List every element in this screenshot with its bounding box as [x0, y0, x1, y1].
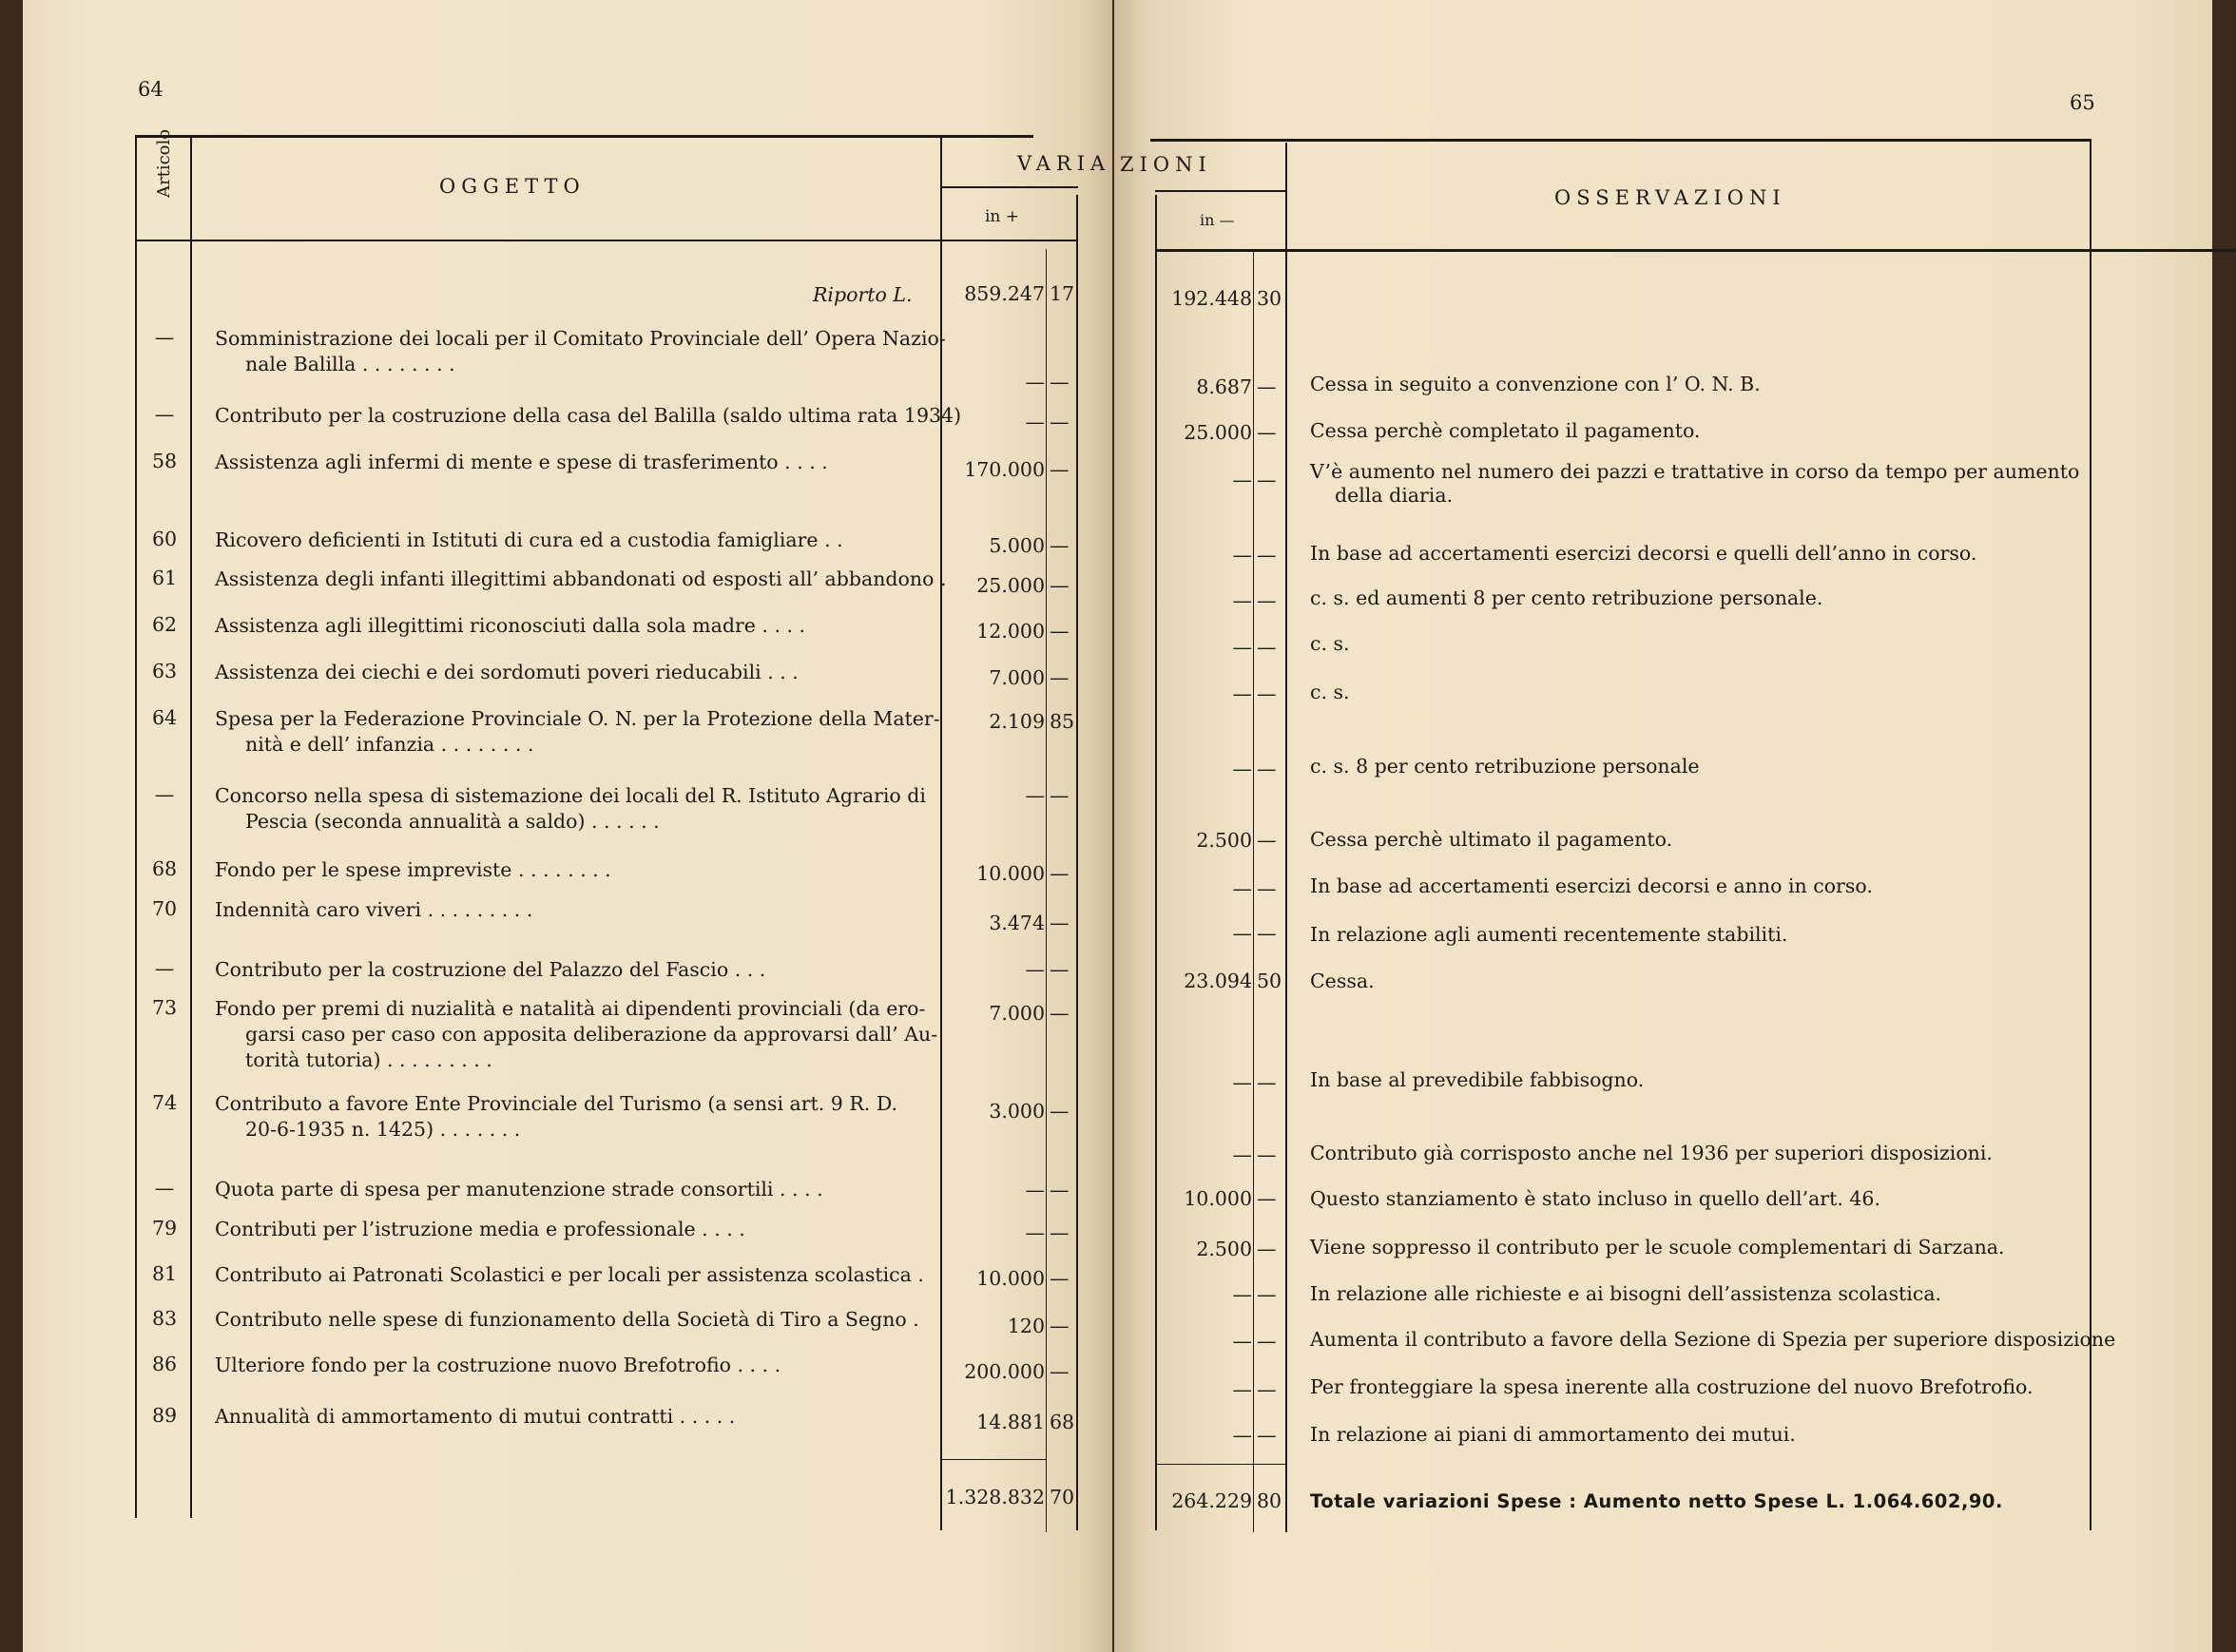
row-minus-amount: 25.000	[1184, 421, 1252, 444]
row-plus-amount: —	[1025, 411, 1045, 433]
vline-left-edge	[135, 135, 137, 1518]
row-plus-amount: 120	[1007, 1315, 1045, 1337]
row-plus-cents: —	[1050, 958, 1070, 981]
row-article: —	[154, 1177, 175, 1200]
row-plus-amount: 3.474	[989, 912, 1045, 934]
riporto-plus: 859.247	[964, 282, 1045, 305]
vline-minus-start	[1155, 195, 1157, 1530]
row-object-line: Concorso nella spesa di sistemazione dei locali del R. Istituto Agrario di	[215, 784, 926, 807]
row-plus-cents: —	[1050, 534, 1070, 557]
row-observation: V’è aumento nel numero dei pazzi e trattative in corso da tempo per aumento	[1310, 460, 2080, 483]
row-object-line: Assistenza degli infanti illegittimi abbandonati od esposti all’ abbandono .	[215, 567, 947, 590]
row-object-line: Somministrazione dei locali per il Comitato Provinciale dell’ Opera Nazio-	[215, 327, 946, 350]
vline-plus-cent	[1046, 249, 1047, 1532]
row-plus-amount: 170.000	[964, 458, 1045, 481]
row-article: 58	[151, 450, 178, 472]
vline-osservazioni	[1285, 143, 1287, 1532]
row-plus-amount: —	[1025, 784, 1045, 807]
row-minus-cents: —	[1257, 375, 1277, 398]
row-minus-amount: —	[1232, 544, 1252, 567]
row-minus-cents: —	[1257, 636, 1277, 659]
rule-sum-plus	[940, 1459, 1047, 1460]
rule-header-bottom-right	[1155, 249, 2236, 252]
row-minus-amount: —	[1232, 1143, 1252, 1166]
row-plus-amount: 12.000	[976, 620, 1045, 643]
row-plus-amount: 7.000	[989, 1002, 1045, 1025]
row-article: 64	[151, 706, 178, 729]
row-article: 74	[151, 1091, 178, 1114]
row-minus-cents: —	[1257, 682, 1277, 705]
row-observation: c. s. 8 per cento retribuzione personale	[1310, 755, 1700, 778]
row-minus-amount: —	[1232, 758, 1252, 780]
row-minus-cents: —	[1257, 758, 1277, 780]
row-minus-cents: —	[1257, 1283, 1277, 1306]
row-observation: Contributo già corrisposto anche nel 1936 per superiori disposizioni.	[1310, 1142, 1993, 1164]
row-minus-amount: —	[1232, 469, 1252, 491]
row-plus-cents: —	[1050, 1100, 1070, 1123]
row-plus-cents: —	[1050, 574, 1070, 597]
row-plus-amount: 200.000	[964, 1360, 1045, 1383]
row-object-line: Contributo per la costruzione del Palazzo del Fascio . . .	[215, 958, 766, 981]
row-minus-cents: —	[1257, 1187, 1277, 1210]
row-object-line: Spesa per la Federazione Provinciale O. N. per la Protezione della Mater-	[215, 707, 940, 730]
row-minus-amount: —	[1232, 1283, 1252, 1306]
row-minus-amount: —	[1232, 1071, 1252, 1094]
row-object-line: nale Balilla . . . . . . . .	[245, 353, 455, 375]
row-plus-cents: —	[1050, 1267, 1070, 1290]
row-plus-amount: 7.000	[989, 666, 1045, 689]
row-plus-amount: 25.000	[976, 574, 1045, 597]
row-observation: della diaria.	[1335, 484, 1454, 507]
row-observation: In relazione agli aumenti recentemente stabiliti.	[1310, 923, 1788, 946]
total-minus-cent: 80	[1257, 1489, 1282, 1512]
row-article: 70	[151, 897, 178, 920]
row-observation: Questo stanziamento è stato incluso in quello dell’art. 46.	[1310, 1187, 1880, 1210]
row-plus-amount: 14.881	[976, 1411, 1045, 1433]
row-plus-amount: 10.000	[976, 862, 1045, 885]
row-plus-cents: —	[1050, 411, 1070, 433]
row-object-line: Contributo nelle spese di funzionamento della Società di Tiro a Segno .	[215, 1308, 919, 1331]
row-observation: Cessa.	[1310, 970, 1375, 992]
total-observation: Totale variazioni Spese : Aumento netto Spese L. 1.064.602,90.	[1310, 1490, 2003, 1512]
row-minus-amount: —	[1232, 1378, 1252, 1401]
row-minus-cents: —	[1257, 1238, 1277, 1260]
page-number-left: 64	[138, 78, 164, 101]
rule-top-left	[135, 135, 1033, 138]
row-plus-cents: —	[1050, 371, 1070, 394]
row-object-line: Contributo a favore Ente Provinciale del Turismo (a sensi art. 9 R. D.	[215, 1092, 898, 1115]
riporto-plus-cent: 17	[1050, 282, 1075, 305]
row-plus-amount: 5.000	[989, 534, 1045, 557]
row-plus-cents: 68	[1050, 1411, 1075, 1433]
row-article: 86	[151, 1353, 178, 1375]
vline-plus-end	[1076, 195, 1078, 1530]
row-minus-amount: —	[1232, 922, 1252, 945]
row-plus-cents: 85	[1050, 710, 1075, 733]
row-object-line: Contributo per la costruzione della casa del Balilla (saldo ultima rata 1934)	[215, 404, 962, 427]
row-object-line: garsi caso per caso con apposita deliberazione da approvarsi dall’ Au-	[245, 1023, 938, 1046]
vline-right-edge	[2090, 139, 2091, 1530]
rule-variazioni-right	[1155, 190, 1285, 192]
row-object-line: Fondo per le spese impreviste . . . . . . . .	[215, 858, 611, 881]
row-object-line: Contributo ai Patronati Scolastici e per locali per assistenza scolastica .	[215, 1263, 924, 1286]
header-osservazioni: OSSERVAZIONI	[1554, 186, 1786, 209]
riporto-minus: 192.448	[1171, 287, 1252, 310]
row-article: 62	[151, 613, 178, 636]
row-plus-amount: —	[1025, 1179, 1045, 1201]
row-minus-cents: —	[1257, 1330, 1277, 1353]
row-minus-amount: —	[1232, 1424, 1252, 1447]
row-plus-cents: —	[1050, 862, 1070, 885]
row-object-line: 20-6-1935 n. 1425) . . . . . . .	[245, 1118, 521, 1141]
row-article: 61	[151, 567, 178, 589]
row-observation: Aumenta il contributo a favore della Sezione di Spezia per superiore disposizione	[1310, 1328, 2116, 1351]
row-article: 83	[151, 1307, 178, 1330]
row-minus-amount: 8.687	[1196, 375, 1252, 398]
row-minus-amount: —	[1232, 682, 1252, 705]
row-minus-cents: —	[1257, 1378, 1277, 1401]
row-object-line: Ulteriore fondo per la costruzione nuovo Brefotrofio . . . .	[215, 1354, 781, 1376]
row-minus-amount: 10.000	[1184, 1187, 1252, 1210]
row-minus-amount: —	[1232, 1330, 1252, 1353]
row-object-line: Assistenza agli illegittimi riconosciuti dalla sola madre . . . .	[215, 614, 806, 637]
header-in-plus: in +	[985, 207, 1020, 226]
row-observation: Cessa perchè completato il pagamento.	[1310, 419, 1701, 442]
row-plus-amount: —	[1025, 958, 1045, 981]
riporto-minus-cent: 30	[1257, 287, 1282, 310]
row-minus-cents: —	[1257, 877, 1277, 900]
header-oggetto: OGGETTO	[439, 175, 586, 198]
row-plus-cents: —	[1050, 1179, 1070, 1201]
row-plus-cents: —	[1050, 1002, 1070, 1025]
row-minus-cents: —	[1257, 1143, 1277, 1166]
total-plus-cent: 70	[1050, 1486, 1075, 1508]
rule-header-bottom-left	[135, 240, 1078, 241]
vline-articolo	[190, 135, 192, 1518]
row-minus-cents: —	[1257, 589, 1277, 612]
row-plus-cents: —	[1050, 1221, 1070, 1244]
page-number-right: 65	[2070, 91, 2095, 114]
row-minus-amount: 2.500	[1196, 829, 1252, 852]
row-minus-cents: —	[1257, 829, 1277, 852]
row-object-line: Quota parte di spesa per manutenzione strade consortili . . . .	[215, 1178, 823, 1201]
row-plus-cents: —	[1050, 666, 1070, 689]
row-minus-cents: —	[1257, 1071, 1277, 1094]
header-variazioni-left: VARIA	[1017, 152, 1111, 175]
row-object-line: Fondo per premi di nuzialità e natalità ai dipendenti provinciali (da ero-	[215, 997, 926, 1020]
row-observation: Cessa perchè ultimato il pagamento.	[1310, 828, 1673, 851]
row-observation: In relazione ai piani di ammortamento dei mutui.	[1310, 1423, 1796, 1446]
row-plus-amount: —	[1025, 371, 1045, 394]
row-observation: In base ad accertamenti esercizi decorsi e anno in corso.	[1310, 874, 1873, 897]
row-minus-amount: —	[1232, 636, 1252, 659]
row-plus-cents: —	[1050, 1360, 1070, 1383]
row-object-line: Annualità di ammortamento di mutui contratti . . . . .	[215, 1405, 736, 1428]
row-article: —	[154, 403, 175, 426]
row-observation: c. s.	[1310, 681, 1350, 703]
row-article: 60	[151, 528, 178, 550]
row-plus-cents: —	[1050, 784, 1070, 807]
row-observation: In relazione alle richieste e ai bisogni dell’assistenza scolastica.	[1310, 1282, 1942, 1305]
header-articolo: Articolo	[154, 128, 174, 198]
row-minus-cents: —	[1257, 469, 1277, 491]
row-plus-cents: —	[1050, 458, 1070, 481]
row-object-line: Ricovero deficienti in Istituti di cura ed a custodia famigliare . .	[215, 528, 843, 551]
row-object-line: Contributi per l’istruzione media e professionale . . . .	[215, 1218, 745, 1240]
row-object-line: Pescia (seconda annualità a saldo) . . . . . .	[245, 810, 660, 833]
rule-variazioni-left	[940, 186, 1078, 188]
row-observation: Per fronteggiare la spesa inerente alla costruzione del nuovo Brefotrofio.	[1310, 1375, 2034, 1398]
row-plus-cents: —	[1050, 912, 1070, 934]
row-article: —	[154, 957, 175, 980]
row-article: 68	[151, 857, 178, 880]
row-observation: In base al prevedibile fabbisogno.	[1310, 1068, 1645, 1091]
row-minus-amount: —	[1232, 877, 1252, 900]
row-article: 81	[151, 1262, 178, 1285]
total-minus: 264.229	[1171, 1489, 1252, 1512]
row-article: 89	[151, 1404, 178, 1427]
row-minus-cents: —	[1257, 421, 1277, 444]
rule-top-right	[1150, 139, 2091, 142]
row-observation: Cessa in seguito a convenzione con l’ O. N. B.	[1310, 373, 1761, 395]
row-object-line: Indennità caro viveri . . . . . . . . .	[215, 898, 533, 921]
row-plus-amount: 10.000	[976, 1267, 1045, 1290]
row-plus-amount: —	[1025, 1221, 1045, 1244]
row-observation: Viene soppresso il contributo per le scuole complementari di Sarzana.	[1310, 1236, 2005, 1258]
row-article: 79	[151, 1217, 178, 1239]
row-minus-cents: —	[1257, 544, 1277, 567]
row-article: 63	[151, 660, 178, 682]
row-minus-amount: 2.500	[1196, 1238, 1252, 1260]
riporto-label: Riporto L.	[813, 283, 913, 306]
row-minus-amount: —	[1232, 589, 1252, 612]
right-page	[1114, 0, 2212, 1652]
row-article: —	[154, 783, 175, 806]
row-article: —	[154, 326, 175, 349]
header-variazioni-right: ZIONI	[1120, 153, 1212, 176]
row-observation: In base ad accertamenti esercizi decorsi e quelli dell’anno in corso.	[1310, 542, 1977, 565]
row-object-line: Assistenza dei ciechi e dei sordomuti poveri rieducabili . . .	[215, 661, 799, 683]
header-in-minus: in —	[1200, 211, 1235, 229]
row-minus-cents: —	[1257, 922, 1277, 945]
row-minus-cents: 50	[1257, 970, 1282, 992]
row-article: 73	[151, 996, 178, 1019]
row-object-line: torità tutoria) . . . . . . . . .	[245, 1048, 492, 1071]
row-object-line: nità e dell’ infanzia . . . . . . . .	[245, 733, 534, 756]
row-observation: c. s.	[1310, 632, 1350, 655]
total-plus: 1.328.832	[945, 1486, 1045, 1508]
row-minus-amount: 23.094	[1184, 970, 1252, 992]
row-minus-cents: —	[1257, 1424, 1277, 1447]
rule-sum-minus	[1155, 1464, 1285, 1465]
row-plus-cents: —	[1050, 620, 1070, 643]
vline-minus-cent	[1253, 249, 1254, 1532]
row-plus-amount: 3.000	[989, 1100, 1045, 1123]
row-object-line: Assistenza agli infermi di mente e spese di trasferimento . . . .	[215, 451, 828, 473]
row-plus-cents: —	[1050, 1315, 1070, 1337]
row-observation: c. s. ed aumenti 8 per cento retribuzione personale.	[1310, 586, 1823, 609]
row-plus-amount: 2.109	[989, 710, 1045, 733]
